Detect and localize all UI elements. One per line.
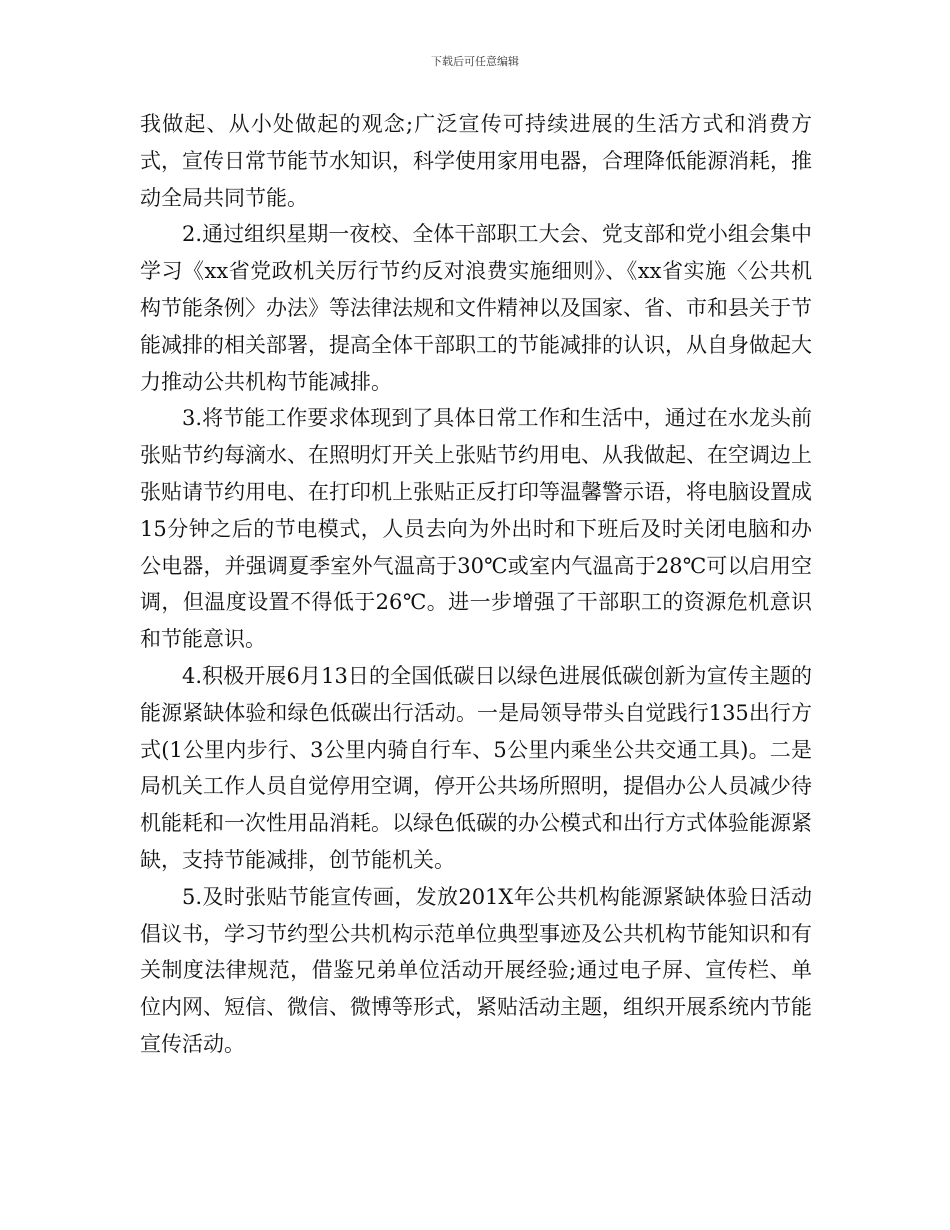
paragraph-item-5: 5.及时张贴节能宣传画，发放201X年公共机构能源紧缺体验日活动倡议书，学习节约型公共机构示范单位典型事迹及公共机构节能知识和有关制度法律规范，借鉴兄弟单位活动开展经验;通过电子屏、宣传栏、单位内网、短信、微信、微博等形式，紧贴活动主题，组织开展系统内节能宣传活动。 <box>140 884 812 1056</box>
header-note: 下载后可任意编辑 <box>431 55 519 68</box>
paragraph-item-3: 3.将节能工作要求体现到了具体日常工作和生活中，通过在水龙头前张贴节约每滴水、在照明灯开关上张贴节约用电、从我做起、在空调边上张贴请节约用电、在打印机上张贴正反打印等温馨警示语，将电脑设置成15分钟之后的节电模式，人员去向为外出时和下班后及时关闭电脑和办公电器，并强调夏季室外气温高于30℃或室内气温高于28℃可以启用空调，但温度设置不得低于26℃。进一步增强了干部职工的资源危机意识和节能意识。 <box>140 406 812 652</box>
document-body <box>140 106 812 1063</box>
paragraph-item-2: 2.通过组织星期一夜校、全体干部职工大会、党支部和党小组会集中学习《xx省党政机关厉行节约反对浪费实施细则》、《xx省实施〈公共机构节能条例〉办法》等法律法规和文件精神以及国家、省、市和县关于节能减排的相关部署，提高全体干部职工的节能减排的认识，从自身做起大力推动公共机构节能减排。 <box>140 222 812 394</box>
paragraph-continuation: 我做起、从小处做起的观念;广泛宣传可持续进展的生活方式和消费方式，宣传日常节能节水知识，科学使用家用电器，合理降低能源消耗，推动全局共同节能。 <box>140 112 812 210</box>
paragraph-item-4: 4.积极开展6月13日的全国低碳日以绿色进展低碳创新为宣传主题的能源紧缺体验和绿色低碳出行活动。一是局领导带头自觉践行135出行方式(1公里内步行、3公里内骑自行车、5公里内乘坐公共交通工具)。二是局机关工作人员自觉停用空调，停开公共场所照明，提倡办公人员减少待机能耗和一次性用品消耗。以绿色低碳的办公模式和出行方式体验能源紧缺，支持节能减排，创节能机关。 <box>140 663 812 872</box>
